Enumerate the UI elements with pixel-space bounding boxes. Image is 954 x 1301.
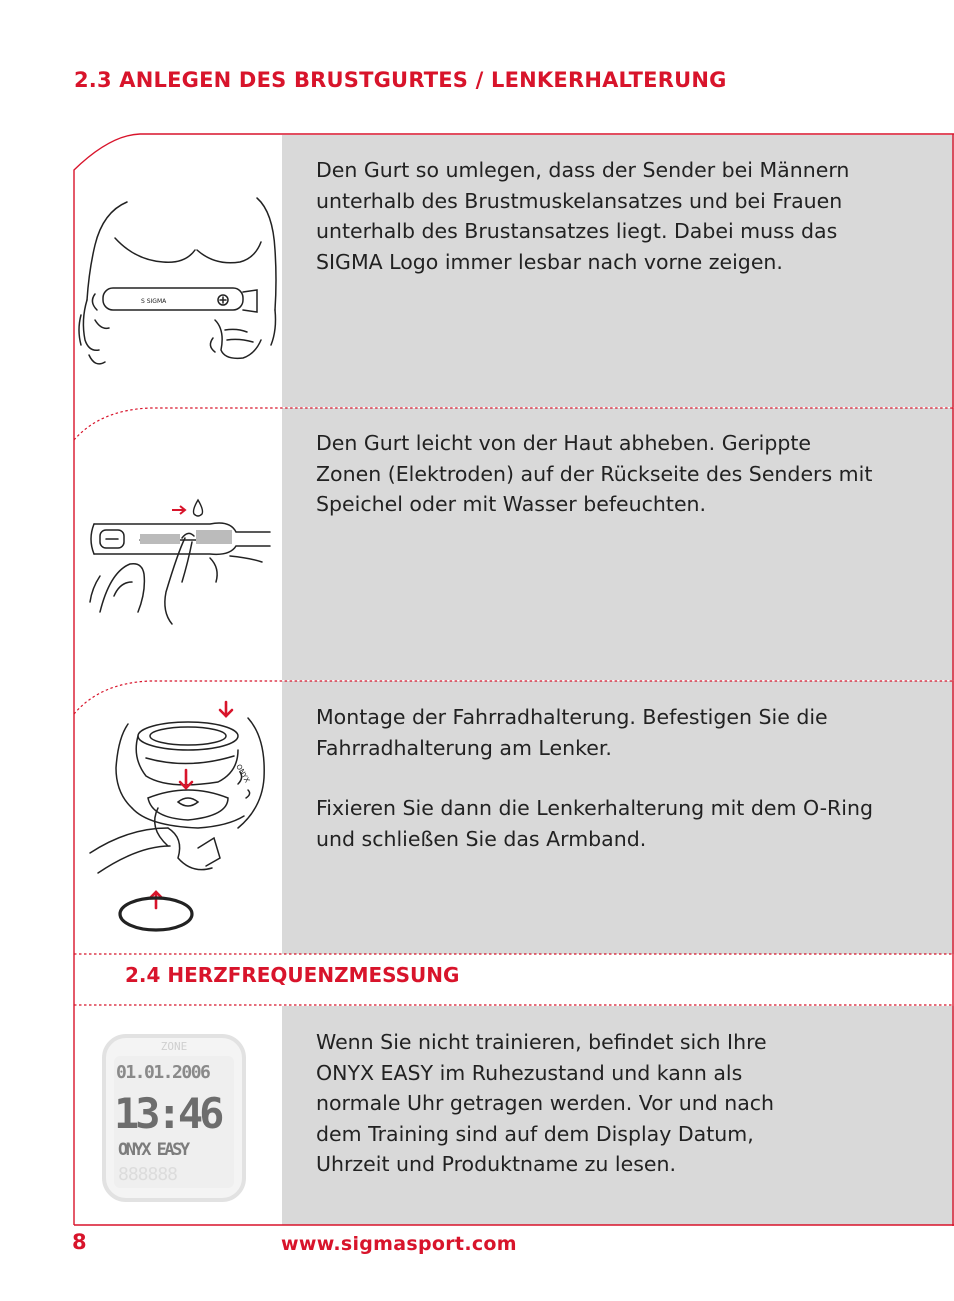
step-1-text: Den Gurt so umlegen, dass der Sender bei Männern unterhalb des Brustmuskelansatzes und bei Frauen unterhalb des Brustansatzes liegt. Dabei muss das SIGMA Logo immer lesbar nach vorne zeigen. <box>316 158 850 274</box>
step-3-text-a: Montage der Fahrradhalterung. Befestigen Sie die Fahrradhalterung am Lenker. <box>316 705 828 760</box>
display-time: 13:46 <box>114 1089 221 1138</box>
website-link[interactable]: www.sigmasport.com <box>281 1233 517 1255</box>
watch-display-illustration <box>100 1032 248 1204</box>
chest-strap-illustration <box>75 190 280 380</box>
section-heading-2-4: 2.4 HERZFREQUENZMESSUNG <box>125 963 460 987</box>
step-2-text: Den Gurt leicht von der Haut abheben. Gerippte Zonen (Elektroden) auf der Rückseite des Senders mit Speichel oder mit Wasser befeuchten. <box>316 431 873 516</box>
svg-text:S SIGMA: S SIGMA <box>141 298 167 305</box>
section-heading-2-3: 2.3 ANLEGEN DES BRUSTGURTES / LENKERHALTERUNG <box>74 68 727 92</box>
heart-rate-text: Wenn Sie nicht trainieren, befindet sich Ihre ONYX EASY im Ruhezustand und kann als normale Uhr getragen werden. Vor und nach dem Training sind auf dem Display Datum, Uhrzeit und Produktname zu lesen. <box>316 1030 775 1176</box>
bike-mount-illustration <box>88 698 280 938</box>
display-zone-label: ZONE <box>160 1040 188 1053</box>
page-number: 8 <box>72 1230 87 1254</box>
display-date: 01.01.2006 <box>116 1062 210 1083</box>
electrode-moisten-illustration <box>80 492 280 632</box>
svg-text:ONYX: ONYX <box>234 763 252 785</box>
display-product-name: ONYX EASY <box>118 1140 188 1160</box>
display-bottom-digits: 888888 <box>118 1164 178 1185</box>
step-3-text-b: Fixieren Sie dann die Lenkerhalterung mit dem O-Ring und schließen Sie das Armband. <box>316 796 873 851</box>
